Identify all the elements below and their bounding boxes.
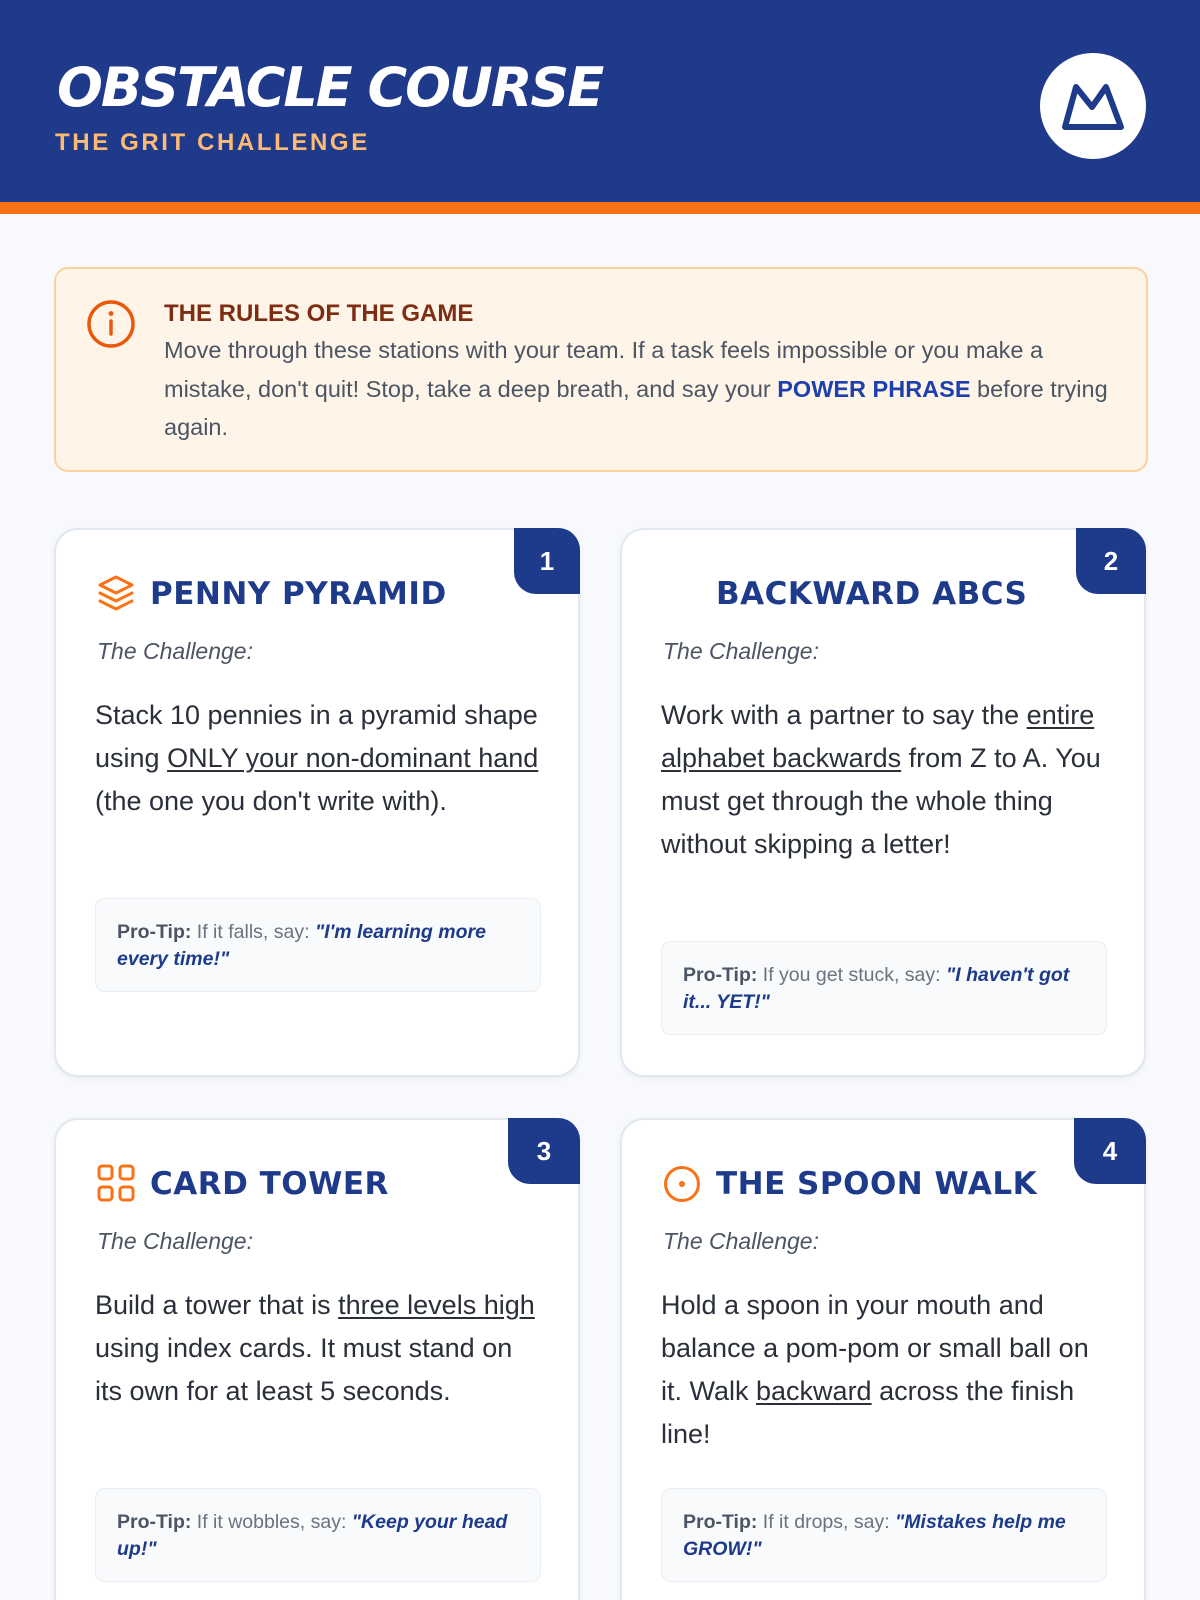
pro-tip-box (661, 1488, 1107, 1582)
pro-tip-quote: "Mistakes help me GROW!" (683, 1511, 1066, 1560)
pro-tip-text: If it drops, say: (757, 1511, 896, 1533)
station-number-badge: 2 (1076, 528, 1146, 594)
pro-tip-quote: "Keep your head up!" (117, 1511, 508, 1560)
challenge-label: The Challenge: (97, 638, 253, 664)
station-title: CARD TOWER (150, 1166, 389, 1202)
target-icon (662, 1164, 702, 1204)
description-text: across the finish line! (661, 1376, 1075, 1449)
pro-tip-text: If it wobbles, say: (191, 1511, 352, 1533)
pro-tip-label: Pro-Tip: (117, 921, 192, 943)
rules-title: THE RULES OF THE GAME (164, 300, 474, 327)
description-emphasis: three levels high (338, 1290, 535, 1320)
description-text: (the one you don't write with). (95, 786, 447, 816)
pro-tip-quote: "I haven't got it... YET!" (683, 964, 1070, 1013)
station-title: THE SPOON WALK (716, 1166, 1038, 1202)
station-number-badge: 4 (1074, 1118, 1146, 1184)
page-subtitle: THE GRIT CHALLENGE (55, 129, 370, 156)
grid-icon (96, 1163, 136, 1203)
description-text: using index cards. It must stand on its own for at least 5 seconds. (95, 1333, 513, 1406)
challenge-description (661, 694, 1107, 866)
challenge-description (95, 1284, 541, 1413)
description-emphasis: entire alphabet backwards (661, 700, 1095, 773)
challenge-label: The Challenge: (663, 638, 819, 664)
description-text: Build a tower that is (95, 1290, 339, 1320)
rules-text (164, 331, 1124, 447)
power-phrase-highlight: POWER PHRASE (777, 375, 971, 402)
layers-icon (96, 573, 136, 613)
pro-tip-quote: "I'm learning more every time!" (117, 921, 486, 970)
pro-tip-box (95, 898, 541, 992)
description-text: Work with a partner to say the (661, 700, 1027, 730)
challenge-label: The Challenge: (663, 1228, 819, 1254)
station-title: PENNY PYRAMID (150, 576, 447, 612)
description-text: Hold a spoon in your mouth and balance a pom-pom or small ball on it. Walk (661, 1290, 1089, 1406)
page-title: OBSTACLE COURSE (57, 56, 603, 119)
rules-text-part: before trying again. (164, 375, 1108, 440)
pro-tip-text: If it falls, say: (191, 921, 315, 943)
pro-tip-label: Pro-Tip: (683, 1511, 758, 1533)
station-card-spoon-walk (620, 1118, 1146, 1600)
station-card-penny-pyramid (54, 528, 580, 1077)
station-title: BACKWARD ABCS (716, 576, 1028, 612)
pro-tip-label: Pro-Tip: (683, 964, 758, 986)
description-emphasis: backward (756, 1376, 872, 1406)
station-card-backward-abcs (620, 528, 1146, 1077)
description-emphasis: ONLY your non-dominant hand (167, 743, 539, 773)
description-text: Stack 10 pennies in a pyramid shape using (95, 700, 538, 773)
info-icon (86, 299, 136, 349)
description-text: from Z to A. You must get through the whole thing without skipping a letter! (661, 743, 1101, 859)
challenge-description (95, 694, 541, 823)
pro-tip-box (661, 941, 1107, 1035)
station-card-card-tower (54, 1118, 580, 1600)
header-banner (0, 0, 1200, 214)
rules-text-part: Move through these stations with your team. If a task feels impossible or you make a mistake, don't quit! Stop, take a deep breath, and say your (164, 337, 1044, 402)
pro-tip-label: Pro-Tip: (117, 1511, 192, 1533)
station-number-badge: 1 (514, 528, 580, 594)
pro-tip-box (95, 1488, 541, 1582)
mountain-icon (1061, 81, 1125, 131)
logo-badge (1040, 53, 1146, 159)
pro-tip-text: If you get stuck, say: (757, 964, 946, 986)
rules-callout (54, 267, 1148, 472)
station-number-badge: 3 (508, 1118, 580, 1184)
challenge-description (661, 1284, 1107, 1456)
challenge-label: The Challenge: (97, 1228, 253, 1254)
